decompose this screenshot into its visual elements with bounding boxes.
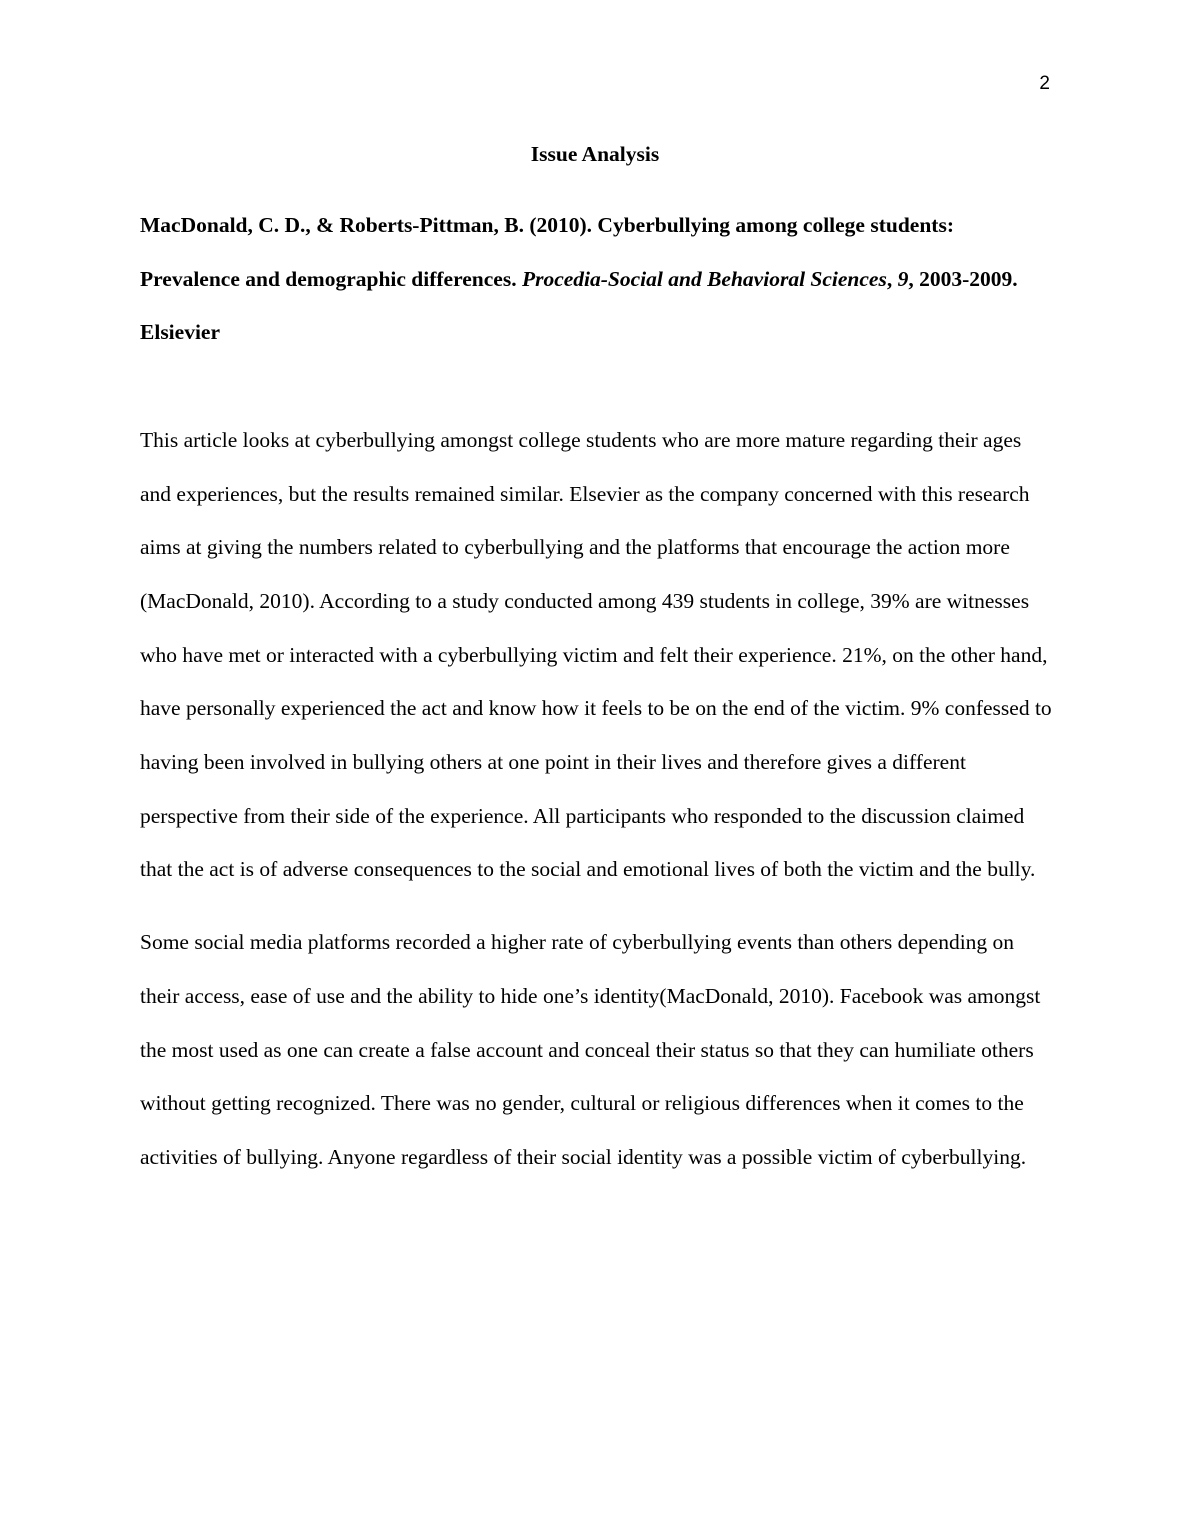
- body-paragraph-1: This article looks at cyberbullying amongst college students who are more mature regarding their ages and experiences, but the results remained similar. Elsevier as the company concerned with this research aims at giving the numbers related to cyberbullying and the platforms that encourage the action more (MacDonald, 2010). According to a study conducted among 439 students in college, 39% are witnesses who have met or interacted with a cyberbullying victim and felt their experience. 21%, on the other hand, have personally experienced the act and know how it feels to be on the end of the victim. 9% confessed to having been involved in bullying others at one point in their lives and therefore gives a different perspective from their side of the experience. All participants who responded to the discussion claimed that the act is of adverse consequences to the social and emotional lives of both the victim and the bully.: [140, 427, 1052, 882]
- document-body: [140, 199, 1055, 1185]
- page-title: Issue Analysis: [530, 142, 660, 166]
- citation-pages: , 2003-2009. Elsievier: [140, 266, 1018, 345]
- citation-text: MacDonald, C. D., & Roberts-Pittman, B. (2010). Cyberbullying among college students: Prevalence and demographic differences.: [140, 213, 954, 291]
- reference-citation: [140, 199, 1055, 360]
- page-number: 2: [1039, 73, 1050, 94]
- citation-separator: ,: [886, 266, 898, 291]
- journal-title: Procedia-Social and Behavioral Sciences: [521, 266, 887, 291]
- journal-volume: 9: [897, 266, 909, 291]
- body-paragraph-2: Some social media platforms recorded a higher rate of cyberbullying events than others depending on their access, ease of use and the ability to hide one’s identity(MacDonald, 2010). Facebook was amongst the most used as one can create a false account and conceal their status so that they can humiliate others without getting recognized. There was no gender, cultural or religious differences when it comes to the activities of bullying. Anyone regardless of their social identity was a possible victim of cyberbullying.: [140, 930, 1041, 1169]
